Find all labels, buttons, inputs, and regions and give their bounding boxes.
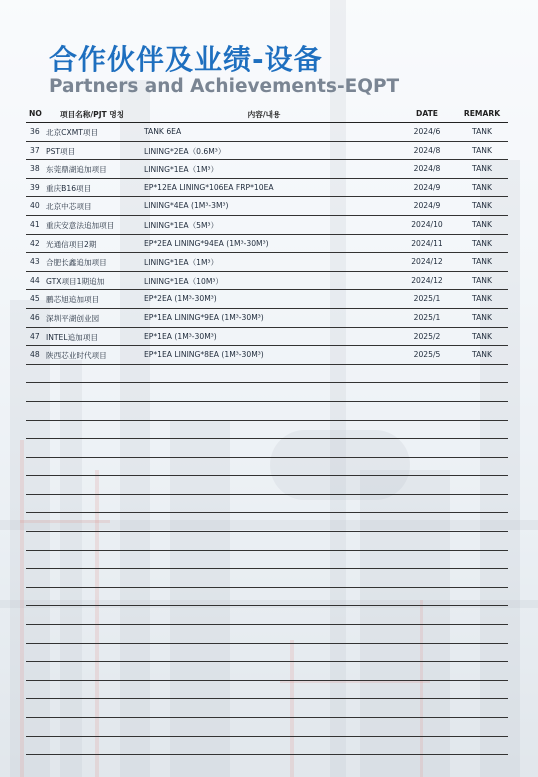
- empty-table-row: [26, 495, 508, 514]
- cell-no: 45: [30, 294, 40, 304]
- cell-content: EP*1EA LINING*9EA (1M³-30M³): [144, 312, 264, 322]
- empty-table-row: [26, 458, 508, 477]
- empty-table-row: [26, 513, 508, 532]
- cell-remark: TANK: [472, 145, 492, 155]
- cell-name: 北京中芯项目: [46, 202, 92, 212]
- cell-content: TANK 6EA: [144, 127, 182, 136]
- achievements-table: [26, 108, 508, 755]
- cell-remark: TANK: [472, 182, 492, 192]
- cell-remark: TANK: [472, 331, 492, 341]
- cell-name: 合肥长鑫追加项目: [46, 258, 107, 268]
- table-row: [26, 179, 508, 198]
- table-row: [26, 272, 508, 291]
- cell-no: 44: [30, 275, 40, 285]
- empty-table-row: [26, 625, 508, 644]
- cell-content: LINING*1EA（10M³）: [144, 276, 224, 286]
- cell-no: 42: [30, 238, 40, 248]
- table-row: [26, 142, 508, 161]
- cell-date: 2024/12: [411, 257, 443, 267]
- cell-date: 2024/6: [413, 127, 441, 136]
- page-title: 合作伙伴及业绩-设备: [49, 43, 323, 76]
- cell-no: 37: [30, 145, 40, 155]
- cell-remark: TANK: [472, 312, 492, 322]
- table-header: [26, 108, 508, 123]
- cell-date: 2025/5: [413, 350, 441, 360]
- empty-table-row: [26, 402, 508, 421]
- empty-table-row: [26, 569, 508, 588]
- cell-no: 41: [30, 219, 40, 229]
- cell-no: 36: [30, 127, 40, 136]
- table-row: [26, 290, 508, 309]
- cell-date: 2025/1: [413, 312, 441, 322]
- table-row: [26, 216, 508, 235]
- cell-date: 2024/8: [413, 164, 441, 174]
- cell-name: 重庆B16项目: [46, 183, 92, 193]
- cell-remark: TANK: [472, 201, 492, 211]
- table-row: [26, 123, 508, 142]
- cell-content: LINING*1EA（1M³）: [144, 258, 219, 268]
- cell-no: 38: [30, 164, 40, 174]
- cell-name: GTX项目1期追加: [46, 276, 105, 286]
- cell-remark: TANK: [472, 219, 492, 229]
- empty-table-row: [26, 588, 508, 607]
- header-content: 内容/내용: [247, 110, 281, 119]
- cell-date: 2025/2: [413, 331, 441, 341]
- cell-date: 2024/9: [413, 182, 441, 192]
- cell-content: EP*12EA LINING*106EA FRP*10EA: [144, 182, 274, 192]
- empty-table-row: [26, 699, 508, 718]
- cell-no: 43: [30, 257, 40, 267]
- cell-content: LINING*1EA（5M³）: [144, 220, 219, 230]
- cell-name: 鹏芯旭追加项目: [46, 295, 100, 305]
- cell-name: 东莞鼎湖追加项目: [46, 165, 107, 175]
- cell-content: LINING*4EA (1M³-3M³): [144, 201, 229, 211]
- empty-table-row: [26, 383, 508, 402]
- empty-table-row: [26, 662, 508, 681]
- header-no: NO: [29, 109, 42, 118]
- header-name: 项目名称/PJT 명칭: [60, 110, 125, 119]
- header-remark: REMARK: [463, 109, 501, 118]
- cell-content: EP*2EA LINING*94EA (1M³-30M³): [144, 238, 269, 248]
- cell-remark: TANK: [472, 238, 492, 248]
- cell-no: 48: [30, 350, 40, 360]
- page-subtitle: Partners and Achievements-EQPT: [49, 76, 400, 97]
- cell-date: 2025/1: [413, 294, 441, 304]
- cell-name: 深圳平湖创业园: [46, 313, 100, 323]
- cell-remark: TANK: [472, 127, 492, 136]
- table-row: [26, 235, 508, 254]
- cell-no: 47: [30, 331, 40, 341]
- cell-date: 2024/9: [413, 201, 441, 211]
- cell-remark: TANK: [472, 275, 492, 285]
- cell-remark: TANK: [472, 294, 492, 304]
- cell-remark: TANK: [472, 350, 492, 360]
- empty-table-row: [26, 644, 508, 663]
- empty-table-row: [26, 681, 508, 700]
- cell-remark: TANK: [472, 164, 492, 174]
- cell-no: 40: [30, 201, 40, 211]
- cell-date: 2024/8: [413, 145, 441, 155]
- table-row: [26, 328, 508, 347]
- empty-table-row: [26, 606, 508, 625]
- empty-table-row: [26, 718, 508, 737]
- table-row: [26, 309, 508, 328]
- table-row: [26, 197, 508, 216]
- empty-table-row: [26, 737, 508, 756]
- header-date: DATE: [416, 109, 438, 118]
- cell-name: 陕西芯业时代项目: [46, 351, 107, 361]
- cell-name: PST项目: [46, 146, 76, 156]
- cell-no: 39: [30, 182, 40, 192]
- cell-content: LINING*1EA（1M³）: [144, 165, 219, 175]
- table-row: [26, 253, 508, 272]
- cell-content: EP*1EA (1M³-30M³): [144, 331, 217, 341]
- cell-name: 光通信项目2期: [46, 239, 97, 249]
- empty-table-row: [26, 551, 508, 570]
- table-row: [26, 160, 508, 179]
- cell-date: 2024/11: [411, 238, 443, 248]
- empty-table-row: [26, 476, 508, 495]
- cell-name: 北京CXMT项目: [46, 128, 99, 137]
- cell-content: EP*2EA (1M³-30M³): [144, 294, 217, 304]
- cell-name: INTEL追加项目: [46, 332, 98, 342]
- cell-remark: TANK: [472, 257, 492, 267]
- cell-date: 2024/12: [411, 275, 443, 285]
- table-row: [26, 346, 508, 365]
- cell-content: EP*1EA LINING*8EA (1M³-30M³): [144, 350, 264, 360]
- empty-table-row: [26, 532, 508, 551]
- cell-no: 46: [30, 312, 40, 322]
- empty-table-row: [26, 421, 508, 440]
- cell-content: LINING*2EA（0.6M³）: [144, 146, 226, 156]
- cell-name: 重庆安意法追加项目: [46, 220, 115, 230]
- cell-date: 2024/10: [411, 219, 443, 229]
- empty-table-row: [26, 439, 508, 458]
- empty-table-row: [26, 365, 508, 384]
